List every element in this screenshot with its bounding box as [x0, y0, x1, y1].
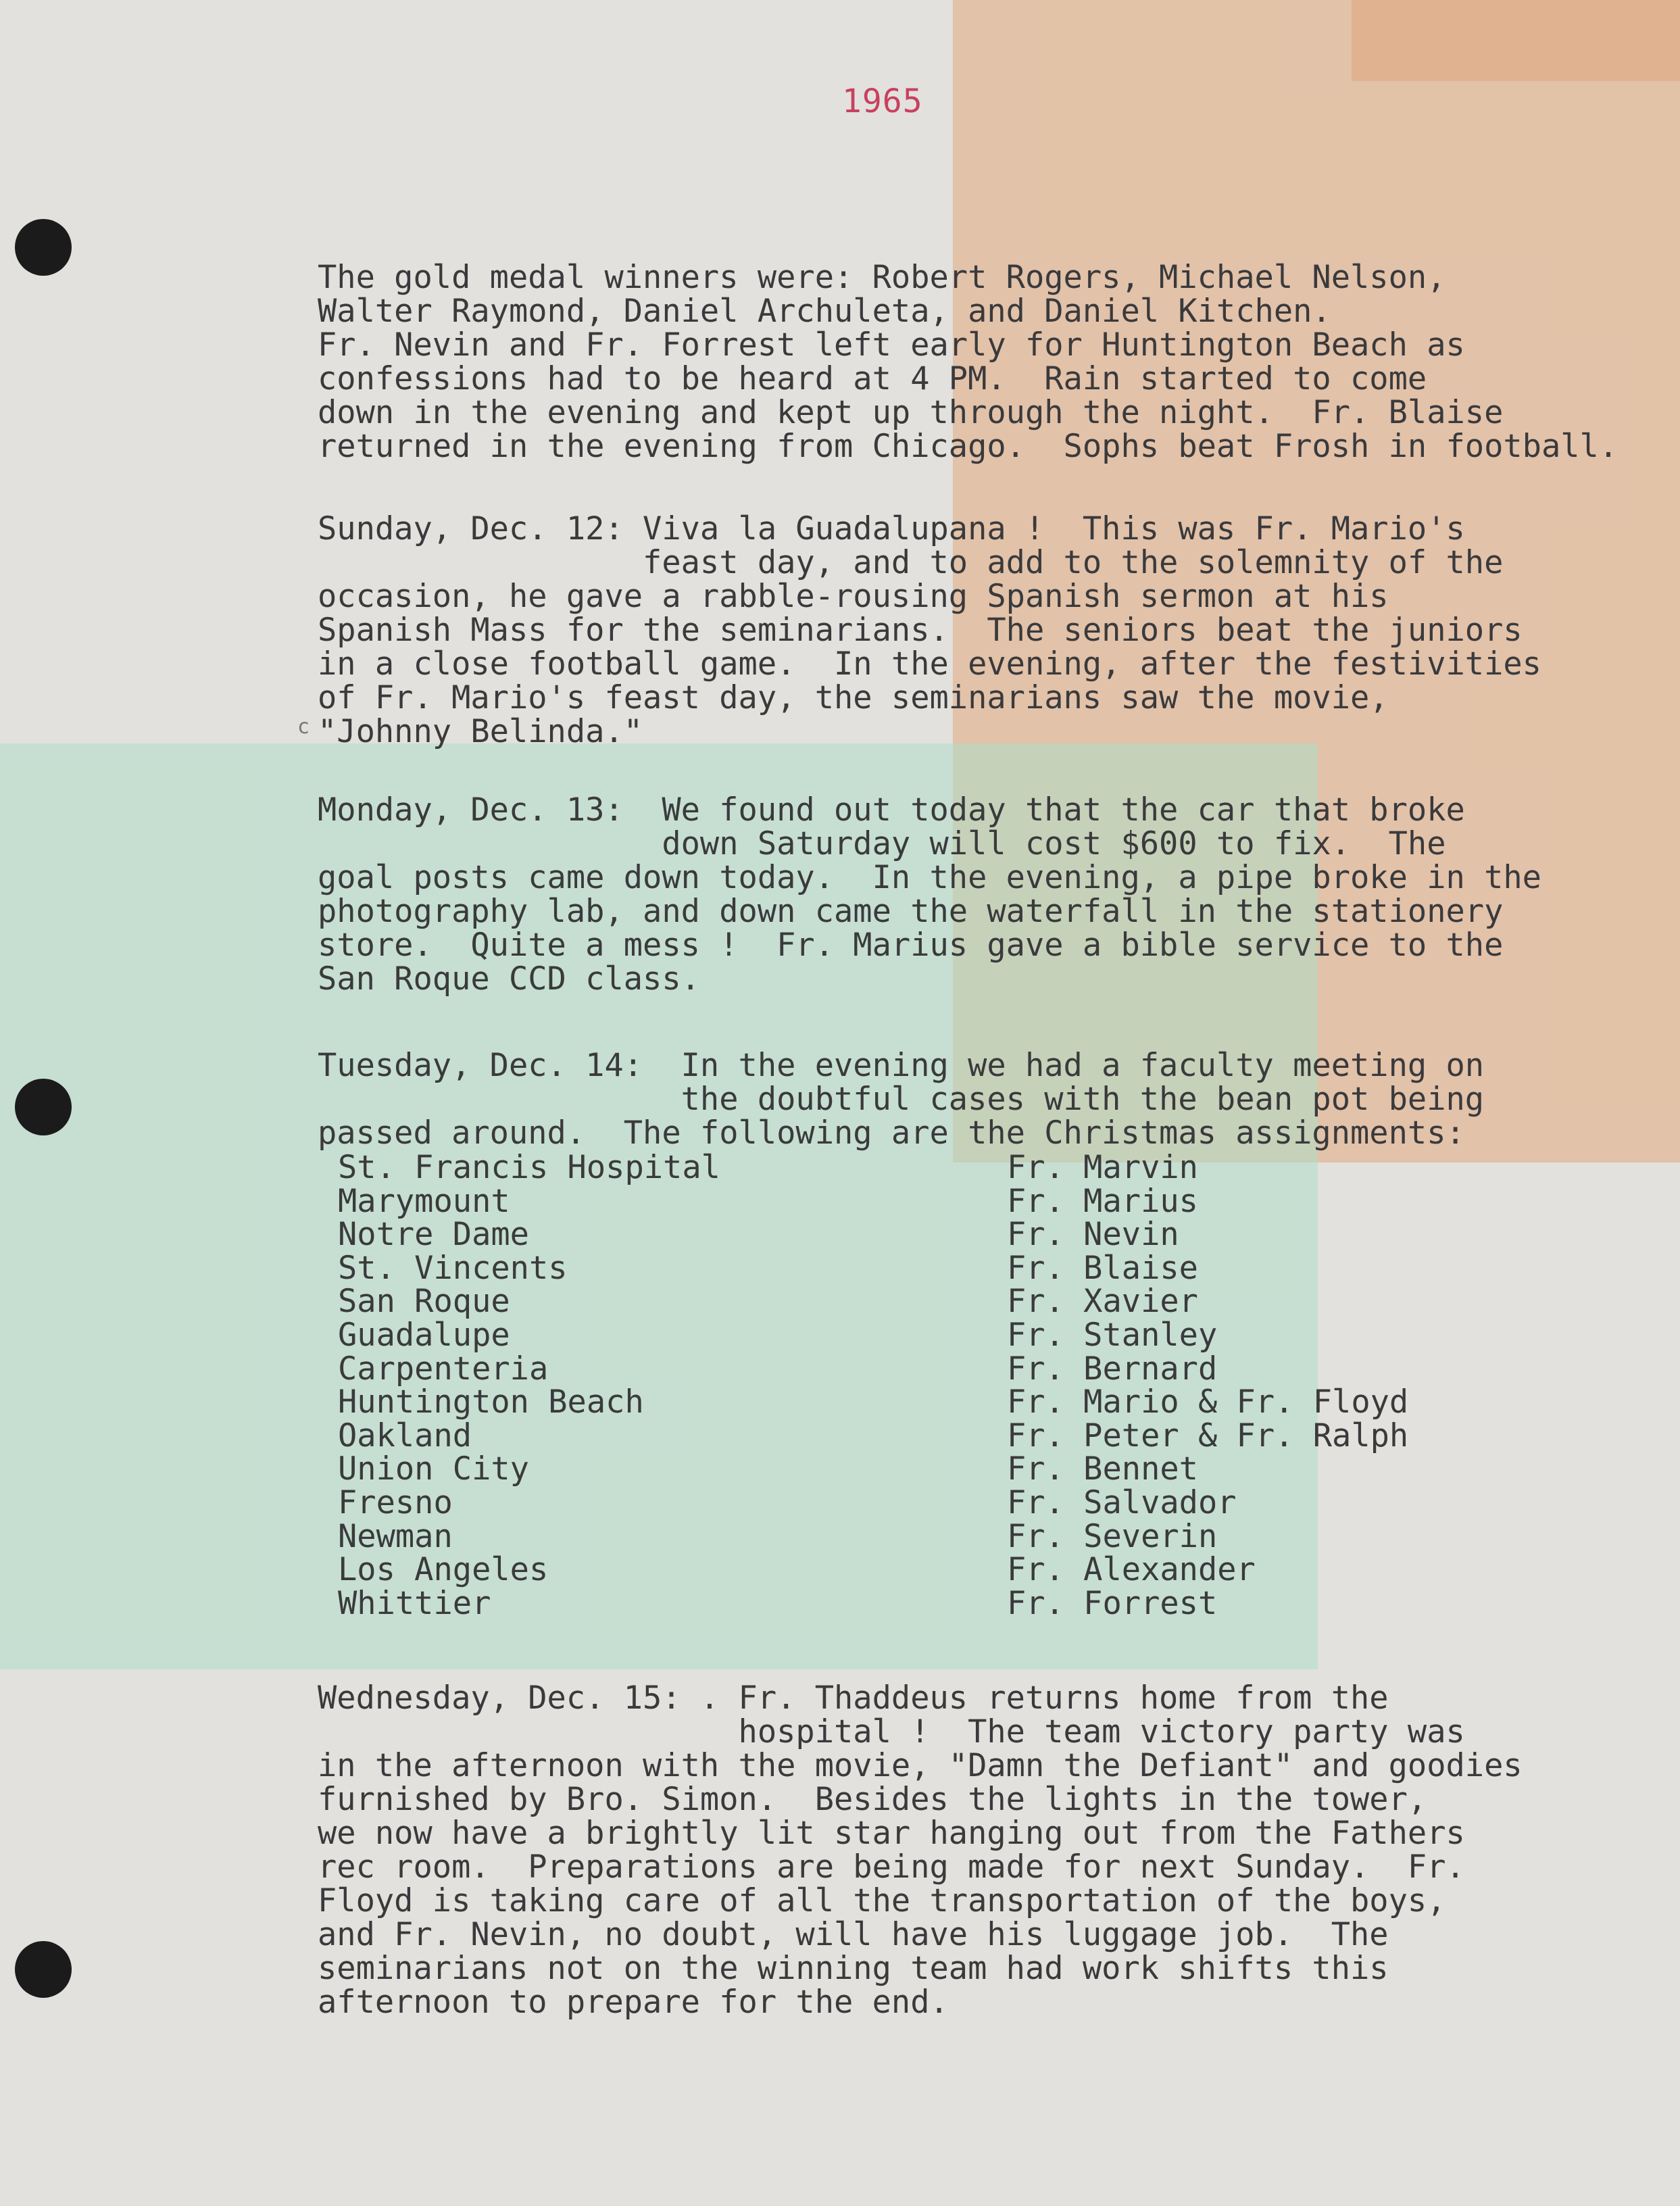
assignment-priest: Fr. Bennet — [1007, 1450, 1198, 1488]
punch-hole-bottom — [15, 1941, 72, 1998]
assignment-priest: Fr. Severin — [1007, 1517, 1218, 1555]
punch-hole-top — [15, 219, 72, 276]
assignment-priest: Fr. Stanley — [1007, 1316, 1218, 1354]
assignment-place: St. Francis Hospital — [338, 1149, 720, 1186]
punch-hole-middle — [15, 1079, 72, 1135]
assignment-priest: Fr. Alexander — [1007, 1551, 1256, 1589]
assignment-place: San Roque — [338, 1283, 510, 1321]
assignment-priest: Fr. Peter & Fr. Ralph — [1007, 1417, 1409, 1454]
assignment-priest: Fr. Xavier — [1007, 1283, 1198, 1321]
entry-monday-dec-13: Monday, Dec. 13: We found out today that the car that broke down Saturday will cost $600 to fix. The goal posts came down today. In the evening, a pipe broke in the photography lab, and down came the waterfall in the stationery store. Quite a mess ! Fr. Marius gave a bible service to the San Roque CCD class. — [318, 791, 1541, 998]
assignment-priest: Fr. Mario & Fr. Floyd — [1007, 1383, 1409, 1421]
page-year: 1965 — [842, 82, 923, 120]
entry-tuesday-dec-14: Tuesday, Dec. 14: In the evening we had a faculty meeting on the doubtful cases with the bean pot being passed around. The following are the Christmas assignments: — [318, 1047, 1485, 1152]
paragraph-gold-medal: The gold medal winners were: Robert Rogers, Michael Nelson, Walter Raymond, Daniel Archuleta, and Daniel Kitchen. Fr. Nevin and Fr. Forrest left early for Huntington Beach as confessions had to be heard at 4 PM. Rain started to come down in the evening and kept up through the night. Fr. Blaise returned in the evening from Chicago. Sophs beat Frosh in football. — [318, 259, 1619, 465]
entry-wednesday-dec-15: Wednesday, Dec. 15: . Fr. Thaddeus returns home from the hospital ! The team victory party was in the afternoon with the movie, "Damn the Defiant" and goodies furnished by Bro. Simon. Besides the lights in the tower, we now have a brightly lit star hanging out from the Fathers rec room. Preparations are being made for next Sunday. Fr. Floyd is taking care of all the transportation of the boys, and Fr. Nevin, no doubt, will have his luggage job. The seminarians not on the winning team had work shifts this afternoon to prepare for the end. — [318, 1680, 1523, 2021]
assignment-place: Guadalupe — [338, 1316, 510, 1354]
assignment-place: Fresno — [338, 1484, 453, 1521]
assignment-priest: Fr. Marius — [1007, 1182, 1198, 1220]
margin-mark: c — [297, 715, 310, 739]
assignment-priest: Fr. Marvin — [1007, 1149, 1198, 1186]
assignment-place: Union City — [338, 1450, 529, 1488]
assignment-place: Los Angeles — [338, 1551, 549, 1589]
assignment-place: Oakland — [338, 1417, 472, 1454]
assignment-place: Whittier — [338, 1584, 491, 1622]
assignment-priest: Fr. Bernard — [1007, 1350, 1218, 1388]
assignment-place: St. Vincents — [338, 1249, 568, 1287]
assignment-place: Carpenteria — [338, 1350, 549, 1388]
assignment-place: Notre Dame — [338, 1216, 529, 1254]
assignment-priest: Fr. Blaise — [1007, 1249, 1198, 1287]
assignment-priest: Fr. Salvador — [1007, 1484, 1237, 1521]
assignment-priest: Fr. Nevin — [1007, 1216, 1179, 1254]
assignment-place: Marymount — [338, 1182, 510, 1220]
entry-sunday-dec-12: Sunday, Dec. 12: Viva la Guadalupana ! This was Fr. Mario's feast day, and to add to the solemnity of the occasion, he gave a rabble-rousing Spanish sermon at his Spanish Mass for the seminarians. The seniors beat the juniors in a close football game. In the evening, after the festivities of Fr. Mario's feast day, the seminarians saw the movie, "Johnny Belinda." — [318, 510, 1541, 750]
assignment-priest: Fr. Forrest — [1007, 1584, 1218, 1622]
paper-stain-orange-top — [1352, 0, 1680, 81]
assignment-place: Huntington Beach — [338, 1383, 644, 1421]
assignment-place: Newman — [338, 1517, 453, 1555]
